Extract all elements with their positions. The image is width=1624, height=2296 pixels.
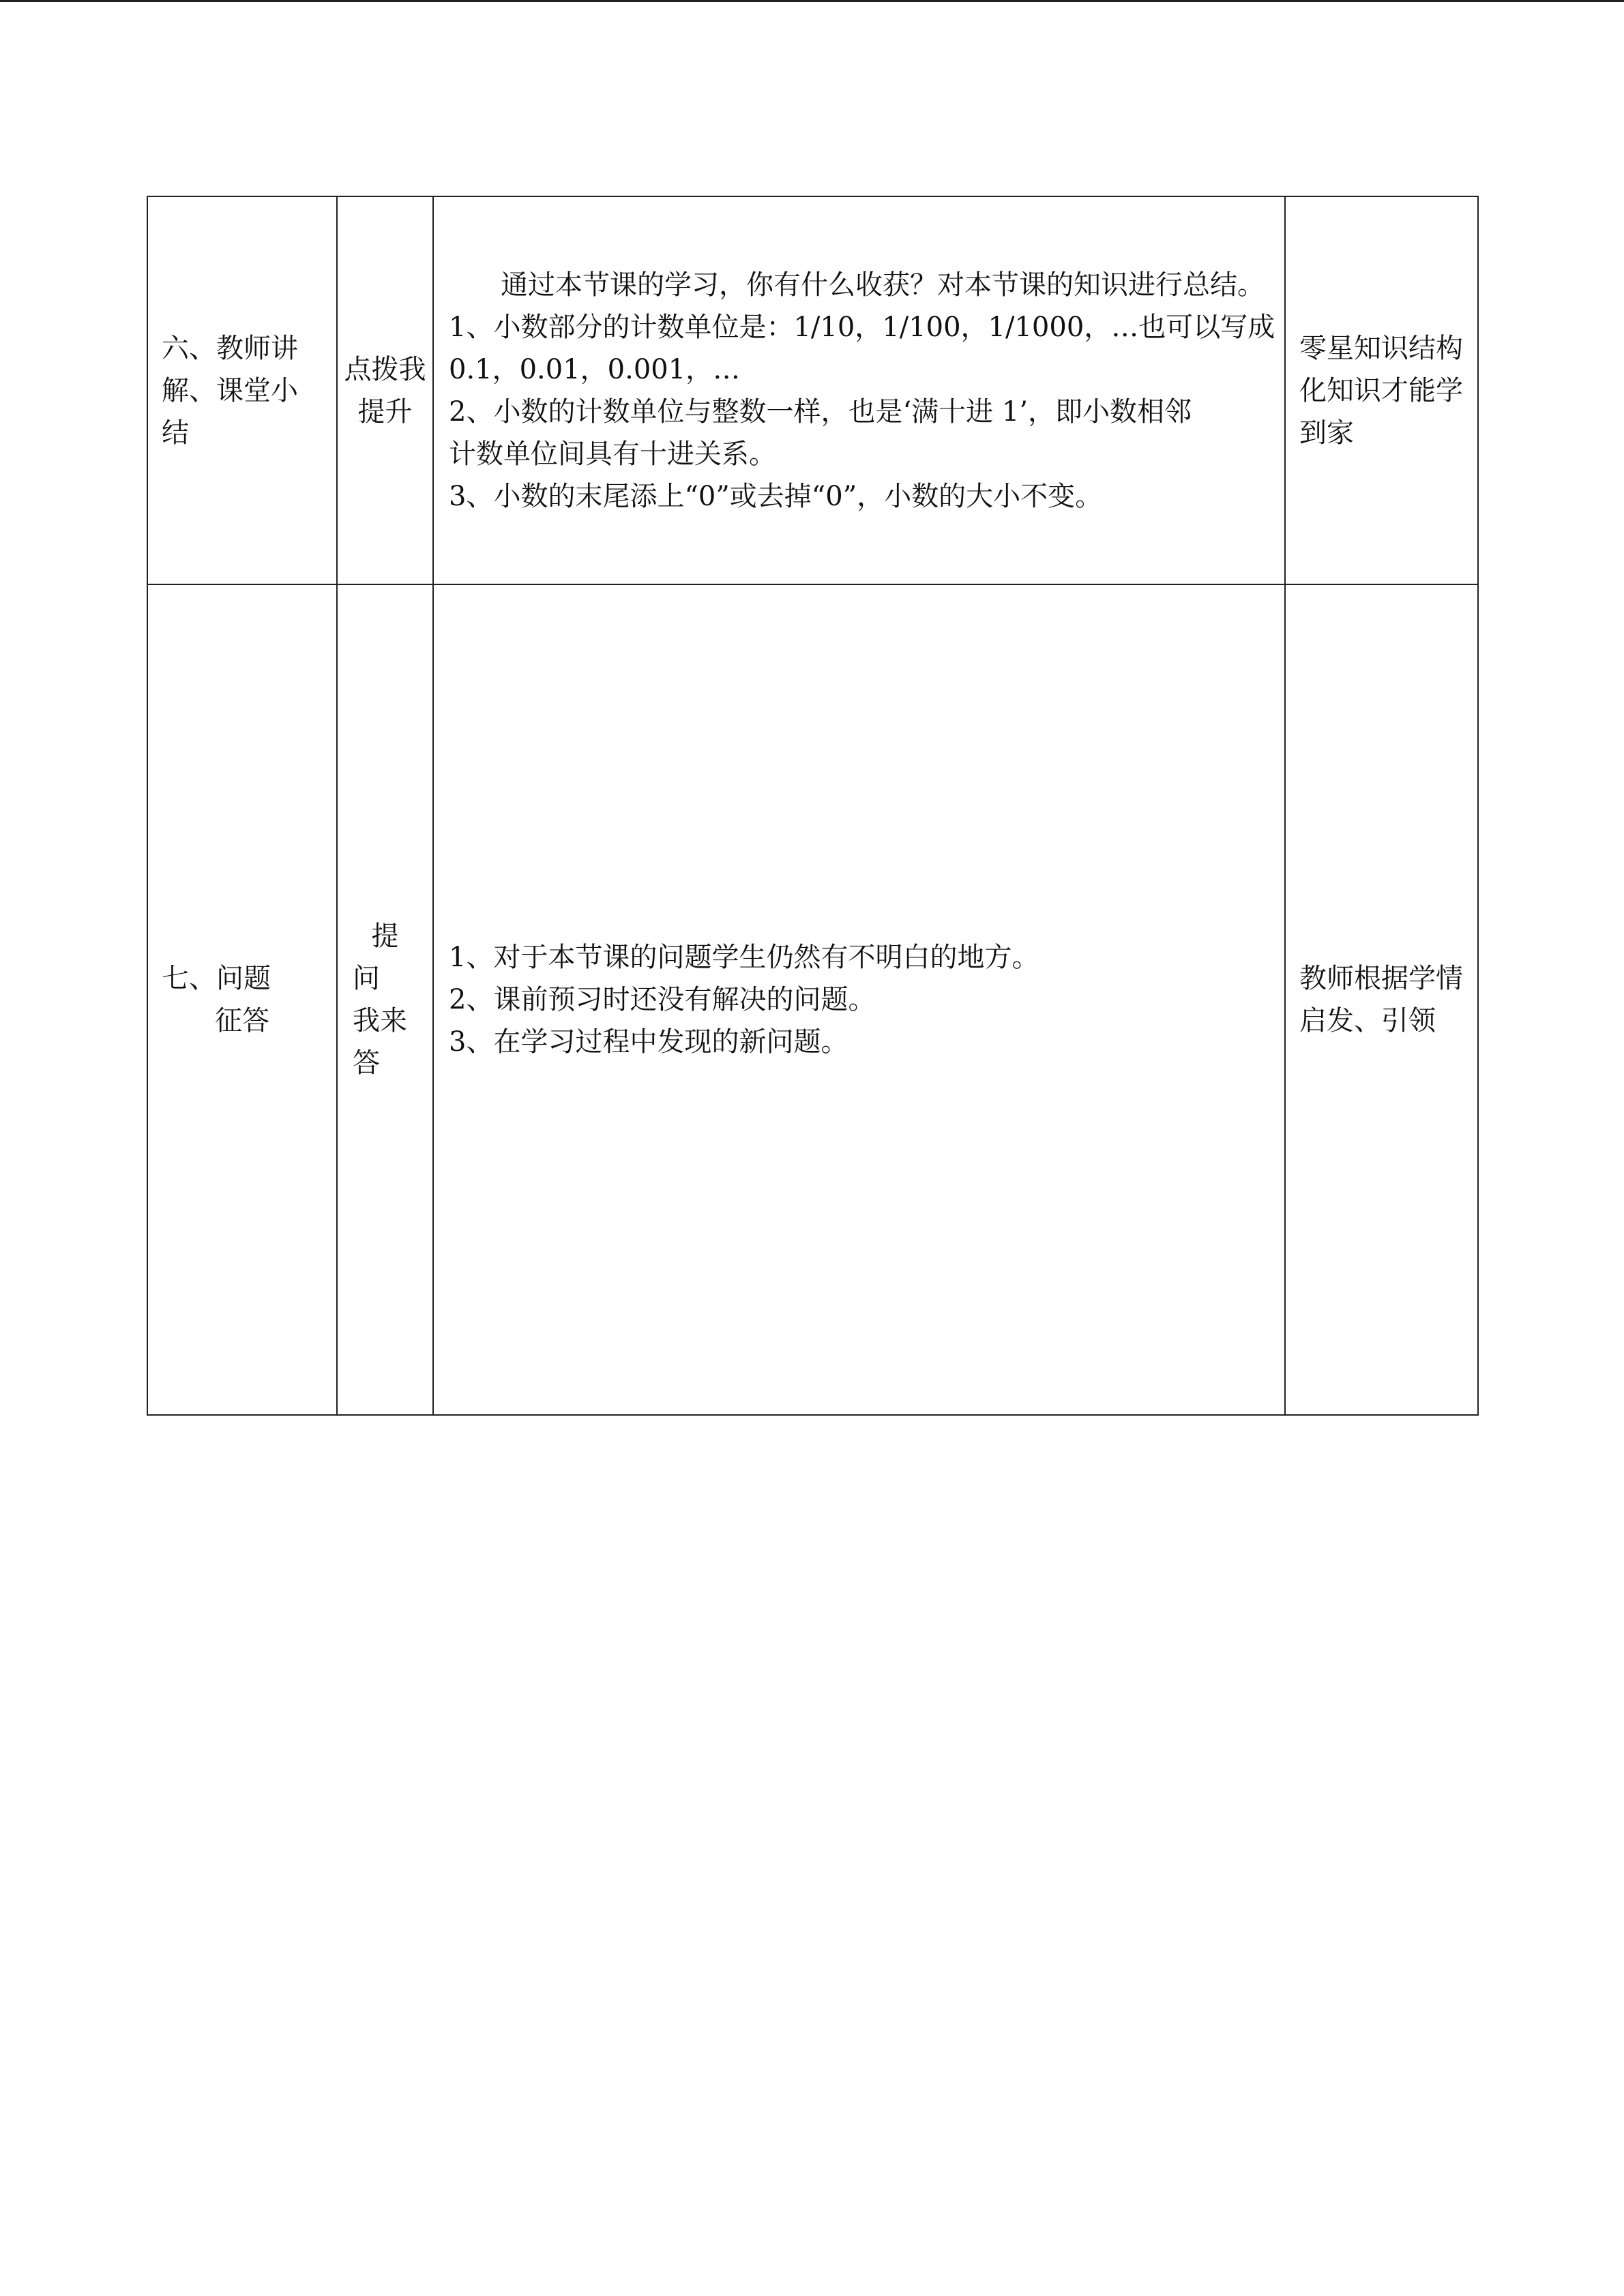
mode-cell-qa [337, 584, 433, 1415]
summary-intro: 通过本节课的学习，你有什么收获？对本节课的知识进行总结。 [501, 269, 1265, 301]
qa-item-2: 2、课前预习时还没有解决的问题。 [449, 984, 876, 1015]
qa-item-3: 3、在学习过程中发现的新问题。 [449, 1026, 848, 1058]
note-cell-qa [1285, 584, 1478, 1415]
mode-cell-summary [337, 196, 433, 584]
summary-point-1b: 0.1，0.01，0.001，… [449, 353, 741, 385]
step-label-qa-line2: 征答 [215, 1005, 269, 1037]
mode-label-qa-line4: 答 [353, 1047, 380, 1079]
mode-label-qa-line3: 我来 [353, 1005, 407, 1037]
summary-point-3: 3、小数的末尾添上“0”或去掉“0”，小数的大小不变。 [449, 480, 1103, 512]
qa-item-1: 1、对于本节课的问题学生仍然有不明白的地方。 [449, 942, 1039, 973]
step-cell-summary [147, 196, 337, 584]
content-cell-qa [433, 584, 1285, 1415]
table-row-qa [147, 584, 1478, 1415]
note-qa: 教师根据学情启发、引领 [1299, 963, 1463, 1037]
content-cell-summary [433, 196, 1285, 584]
mode-label-qa-line2: 问 [353, 963, 380, 994]
summary-point-1a: 1、小数部分的计数单位是：1/10，1/100，1/1000，…也可以写成 [449, 311, 1275, 343]
note-summary: 零星知识结构化知识才能学到家 [1299, 332, 1463, 449]
summary-point-2a: 2、小数的计数单位与整数一样，也是‘满十进 1’，即小数相邻 [449, 396, 1192, 428]
lesson-plan-table [147, 196, 1479, 1416]
page-top-rule [0, 0, 1624, 2]
mode-label-summary: 点拨我提升 [344, 353, 426, 428]
note-cell-summary [1285, 196, 1478, 584]
step-label-summary: 六、教师讲解、课堂小结 [162, 332, 298, 449]
summary-point-2b: 计数单位间具有十进关系。 [449, 438, 776, 470]
mode-label-qa-line1: 提 [371, 921, 399, 952]
step-cell-qa [147, 584, 337, 1415]
table-row-summary [147, 196, 1478, 584]
step-label-qa-line1: 七、问题 [162, 963, 271, 994]
